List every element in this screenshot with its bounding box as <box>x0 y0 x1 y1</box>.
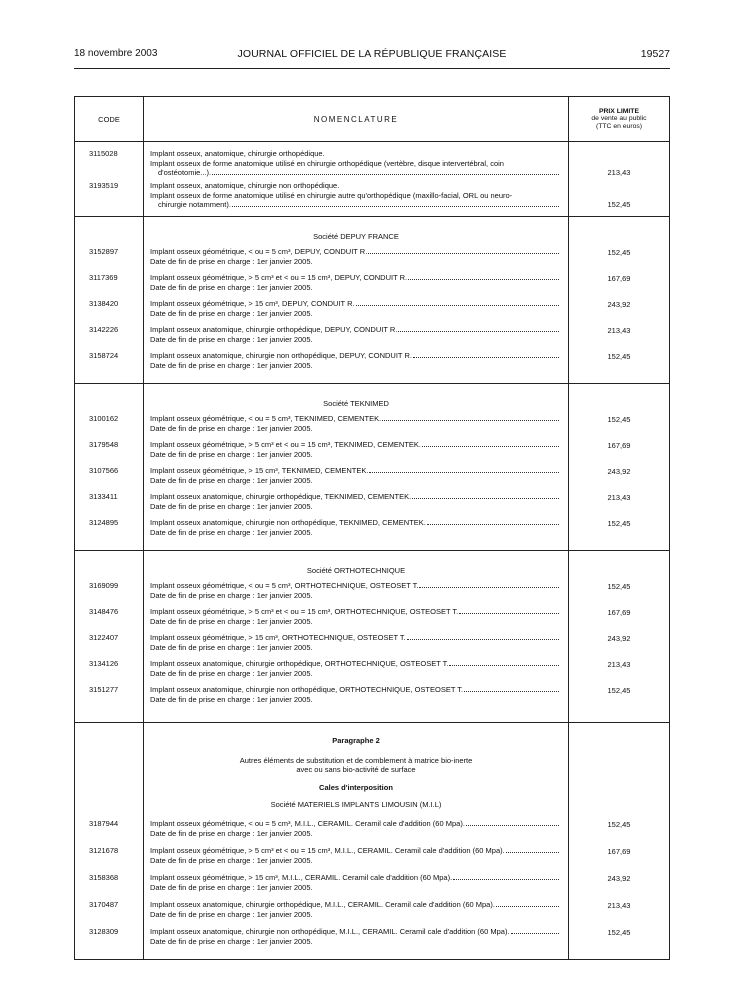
row-end-date: Date de fin de prise en charge : 1er janvier 2005. <box>150 282 313 292</box>
dot-leader <box>413 351 559 358</box>
row-end-date: Date de fin de prise en charge : 1er janvier 2005. <box>150 308 313 318</box>
row-code: 3187944 <box>89 819 119 828</box>
row-text-line <box>150 659 560 669</box>
row-code: 3134126 <box>89 659 119 668</box>
row-price: 152,45 <box>607 415 631 424</box>
row-code: 3158368 <box>89 873 119 882</box>
row-code: 3138420 <box>89 299 119 308</box>
row-price: 213,43 <box>607 901 631 910</box>
row-text-line: Implant osseux de forme anatomique utilisé en chirurgie orthopédique (vertèbre, disque intervertébral, coin <box>150 158 504 168</box>
dot-leader <box>212 168 559 175</box>
row-text: Implant osseux géométrique, < ou = 5 cm³, ORTHOTECHNIQUE, OSTEOSET T. <box>150 581 419 590</box>
row-text-line <box>150 414 560 424</box>
dot-leader <box>453 873 559 880</box>
row-price: 243,92 <box>607 467 631 476</box>
row-code: 3121678 <box>89 846 119 855</box>
row-description <box>150 873 560 892</box>
row-text-line <box>150 466 560 476</box>
row-text: Implant osseux géométrique, > 5 cm³ et < ou = 15 cm³, TEKNIMED, CEMENTEK. <box>150 440 422 449</box>
dot-leader <box>408 273 559 280</box>
row-description <box>150 633 560 652</box>
page-header <box>74 48 670 62</box>
row-code: 3128309 <box>89 927 119 936</box>
row-text: Implant osseux anatomique, chirurgie orthopédique, TEKNIMED, CEMENTEK. <box>150 492 412 501</box>
row-end-date: Date de fin de prise en charge : 1er janvier 2005. <box>150 855 313 865</box>
row-text-line <box>150 440 560 450</box>
row-text: Implant osseux géométrique, < ou = 5 cm³, M.I.L., CERAMIL. Ceramil cale d'addition (60 Mpa). <box>150 819 465 828</box>
row-price: 243,92 <box>607 300 631 309</box>
row-description <box>150 685 560 704</box>
row-price: 152,45 <box>607 248 631 257</box>
row-text: Implant osseux géométrique, > 5 cm³ et < ou = 15 cm³, M.I.L., CERAMIL. Ceramil cale d'addition (60 Mpa). <box>150 846 505 855</box>
row-description <box>150 299 560 318</box>
nomenclature-table <box>74 96 670 960</box>
row-code: 3107566 <box>89 466 119 475</box>
row-description <box>150 149 560 178</box>
row-text-line <box>150 685 560 695</box>
prix-header-line2: de vente au public <box>591 115 647 123</box>
row-description <box>150 927 560 946</box>
row-description <box>150 325 560 344</box>
row-text: Implant osseux géométrique, > 15 cm³, ORTHOTECHNIQUE, OSTEOSET T. <box>150 633 406 642</box>
row-description <box>150 414 560 433</box>
company-title: Société DEPUY FRANCE <box>313 232 399 241</box>
row-end-date: Date de fin de prise en charge : 1er janvier 2005. <box>150 828 313 838</box>
row-text-line: d'ostéotomie...). <box>150 168 560 178</box>
row-code: 3179548 <box>89 440 119 449</box>
row-text: Implant osseux anatomique, chirurgie non orthopédique, ORTHOTECHNIQUE, OSTEOSET T. <box>150 685 464 694</box>
row-text: Implant osseux géométrique, > 15 cm³, DEPUY, CONDUIT R. <box>150 299 355 308</box>
row-text-line <box>150 581 560 591</box>
dot-leader <box>459 607 559 614</box>
row-text-line <box>150 492 560 502</box>
row-price: 213,43 <box>607 168 631 177</box>
row-description <box>150 581 560 600</box>
row-text-line <box>150 273 560 283</box>
dot-leader <box>464 685 559 692</box>
row-description <box>150 273 560 292</box>
row-text: Implant osseux géométrique, > 5 cm³ et < ou = 15 cm³, ORTHOTECHNIQUE, OSTEOSET T. <box>150 607 459 616</box>
row-text-line: Implant osseux de forme anatomique utilisé en chirurgie autre qu'orthopédique (maxillo-facial, ORL ou neuro- <box>150 190 513 200</box>
section-teknimed <box>75 384 669 551</box>
row-code: 3169099 <box>89 581 119 590</box>
row-text-line <box>150 351 560 361</box>
dot-leader <box>232 200 559 207</box>
row-text: Implant osseux géométrique, < ou = 5 cm³, DEPUY, CONDUIT R. <box>150 247 368 256</box>
company-title: Société ORTHOTECHNIQUE <box>306 566 406 575</box>
row-price: 213,43 <box>607 660 631 669</box>
row-price: 167,69 <box>607 847 631 856</box>
dot-leader <box>407 633 559 640</box>
row-price: 152,45 <box>607 519 631 528</box>
dot-leader <box>368 247 559 254</box>
row-description <box>150 351 560 370</box>
row-code: 3158724 <box>89 351 119 360</box>
row-end-date: Date de fin de prise en charge : 1er janvier 2005. <box>150 256 313 266</box>
row-description <box>150 247 560 266</box>
row-price: 243,92 <box>607 634 631 643</box>
row-price: 152,45 <box>607 582 631 591</box>
column-header-nomenclature: NOMENCLATURE <box>313 114 399 124</box>
dot-leader <box>382 414 559 421</box>
row-text: Implant osseux anatomique, chirurgie orthopédique, M.I.L., CERAMIL. Ceramil cale d'addition (60 Mpa). <box>150 900 495 909</box>
column-header-prix <box>569 97 669 141</box>
row-price: 152,45 <box>607 820 631 829</box>
row-code: 3142226 <box>89 325 119 334</box>
row-text-line: Implant osseux, anatomique, chirurgie non orthopédique. <box>150 181 340 190</box>
row-end-date: Date de fin de prise en charge : 1er janvier 2005. <box>150 616 313 626</box>
dot-leader <box>356 299 559 306</box>
row-text: Implant osseux anatomique, chirurgie orthopédique, DEPUY, CONDUIT R. <box>150 325 398 334</box>
row-text-line <box>150 247 560 257</box>
row-description <box>150 518 560 537</box>
row-text: Implant osseux géométrique, > 15 cm³, TEKNIMED, CEMENTEK. <box>150 466 369 475</box>
row-text-line <box>150 325 560 335</box>
paragraph-title: Paragraphe 2 <box>332 736 380 745</box>
row-code: 3133411 <box>89 492 118 501</box>
row-description <box>150 607 560 626</box>
prix-header-line3: (TTC en euros) <box>595 122 643 130</box>
row-text-line <box>150 846 560 856</box>
row-end-date: Date de fin de prise en charge : 1er janvier 2005. <box>150 668 313 678</box>
row-end-date: Date de fin de prise en charge : 1er janvier 2005. <box>150 909 313 919</box>
dot-leader <box>427 518 559 525</box>
section-paragraphe-2 <box>75 723 669 959</box>
row-text: Implant osseux anatomique, chirurgie non orthopédique, M.I.L., CERAMIL. Ceramil cale d'addition (60 Mpa). <box>150 927 510 936</box>
dot-leader <box>506 846 559 853</box>
row-text-line <box>150 900 560 910</box>
dot-leader <box>466 819 559 826</box>
row-text: Implant osseux anatomique, chirurgie non orthopédique, TEKNIMED, CEMENTEK. <box>150 518 426 527</box>
paragraph-subheading: Cales d'interposition <box>319 783 393 792</box>
company-title: Société MATERIELS IMPLANTS LIMOUSIN (M.I.L) <box>270 800 442 809</box>
row-description <box>150 846 560 865</box>
row-text: Implant osseux anatomique, chirurgie non orthopédique, DEPUY, CONDUIT R. <box>150 351 412 360</box>
row-price: 167,69 <box>607 608 631 617</box>
company-title: Société TEKNIMED <box>323 399 389 408</box>
row-price: 167,69 <box>607 441 631 450</box>
row-price: 152,45 <box>607 200 631 209</box>
row-text-line <box>150 633 560 643</box>
row-end-date: Date de fin de prise en charge : 1er janvier 2005. <box>150 449 313 459</box>
dot-leader <box>422 440 559 447</box>
section-depuy <box>75 217 669 384</box>
row-text-line <box>150 927 560 937</box>
row-price: 152,45 <box>607 928 631 937</box>
row-code: 3115028 <box>89 149 118 158</box>
row-end-date: Date de fin de prise en charge : 1er janvier 2005. <box>150 527 313 537</box>
header-date: 18 novembre 2003 <box>74 48 158 59</box>
dot-leader <box>412 492 559 499</box>
section-generic <box>75 142 669 217</box>
row-text: Implant osseux anatomique, chirurgie orthopédique, ORTHOTECHNIQUE, OSTEOSET T. <box>150 659 449 668</box>
row-description <box>150 492 560 511</box>
dot-leader <box>496 900 559 907</box>
row-text: Implant osseux géométrique, > 15 cm³, M.I.L., CERAMIL. Ceramil cale d'addition (60 Mpa). <box>150 873 453 882</box>
row-end-date: Date de fin de prise en charge : 1er janvier 2005. <box>150 360 313 370</box>
row-text: Implant osseux géométrique, < ou = 5 cm³, TEKNIMED, CEMENTEK. <box>150 414 382 423</box>
row-description <box>150 819 560 838</box>
row-end-date: Date de fin de prise en charge : 1er janvier 2005. <box>150 423 313 433</box>
header-rule <box>74 68 670 69</box>
row-end-date: Date de fin de prise en charge : 1er janvier 2005. <box>150 694 313 704</box>
row-code: 3193519 <box>89 181 119 190</box>
row-price: 167,69 <box>607 274 631 283</box>
dot-leader <box>398 325 559 332</box>
row-text: Implant osseux géométrique, > 5 cm³ et < ou = 15 cm³, DEPUY, CONDUIT R. <box>150 273 408 282</box>
row-code: 3117369 <box>89 273 118 282</box>
row-code: 3124895 <box>89 518 119 527</box>
dot-leader <box>419 581 559 588</box>
row-description <box>150 466 560 485</box>
row-end-date: Date de fin de prise en charge : 1er janvier 2005. <box>150 334 313 344</box>
row-text-line <box>150 299 560 309</box>
row-price: 213,43 <box>607 493 631 502</box>
row-description <box>150 900 560 919</box>
section-orthotechnique <box>75 551 669 723</box>
row-text-line: Implant osseux, anatomique, chirurgie orthopédique. <box>150 149 325 158</box>
row-text-line <box>150 607 560 617</box>
row-description <box>150 440 560 459</box>
row-end-date: Date de fin de prise en charge : 1er janvier 2005. <box>150 590 313 600</box>
table-header <box>75 97 669 142</box>
row-description <box>150 659 560 678</box>
dot-leader <box>369 466 559 473</box>
row-price: 243,92 <box>607 874 631 883</box>
paragraph-subtitle: avec ou sans bio-activité de surface <box>296 765 416 774</box>
row-code: 3151277 <box>89 685 119 694</box>
paragraph-subtitle: Autres éléments de substitution et de comblement à matrice bio-inerte <box>239 756 473 765</box>
row-end-date: Date de fin de prise en charge : 1er janvier 2005. <box>150 936 313 946</box>
row-description <box>150 181 560 210</box>
row-text-line <box>150 518 560 528</box>
row-price: 152,45 <box>607 686 631 695</box>
row-text-line <box>150 873 560 883</box>
dot-leader <box>511 927 559 934</box>
row-text-line <box>150 819 560 829</box>
dot-leader <box>449 659 559 666</box>
header-page-number: 19527 <box>640 48 670 60</box>
row-end-date: Date de fin de prise en charge : 1er janvier 2005. <box>150 475 313 485</box>
column-header-code: CODE <box>98 114 120 124</box>
row-code: 3152897 <box>89 247 119 256</box>
row-code: 3148476 <box>89 607 119 616</box>
row-end-date: Date de fin de prise en charge : 1er janvier 2005. <box>150 501 313 511</box>
row-price: 152,45 <box>607 352 631 361</box>
row-code: 3170487 <box>89 900 119 909</box>
row-end-date: Date de fin de prise en charge : 1er janvier 2005. <box>150 642 313 652</box>
row-code: 3100162 <box>89 414 119 423</box>
row-code: 3122407 <box>89 633 119 642</box>
row-end-date: Date de fin de prise en charge : 1er janvier 2005. <box>150 882 313 892</box>
row-price: 213,43 <box>607 326 631 335</box>
row-text-line: chirurgie notamment). <box>150 200 560 210</box>
prix-header-line1: PRIX LIMITE <box>598 107 639 115</box>
header-journal-title: JOURNAL OFFICIEL DE LA RÉPUBLIQUE FRANÇAISE <box>237 48 507 60</box>
